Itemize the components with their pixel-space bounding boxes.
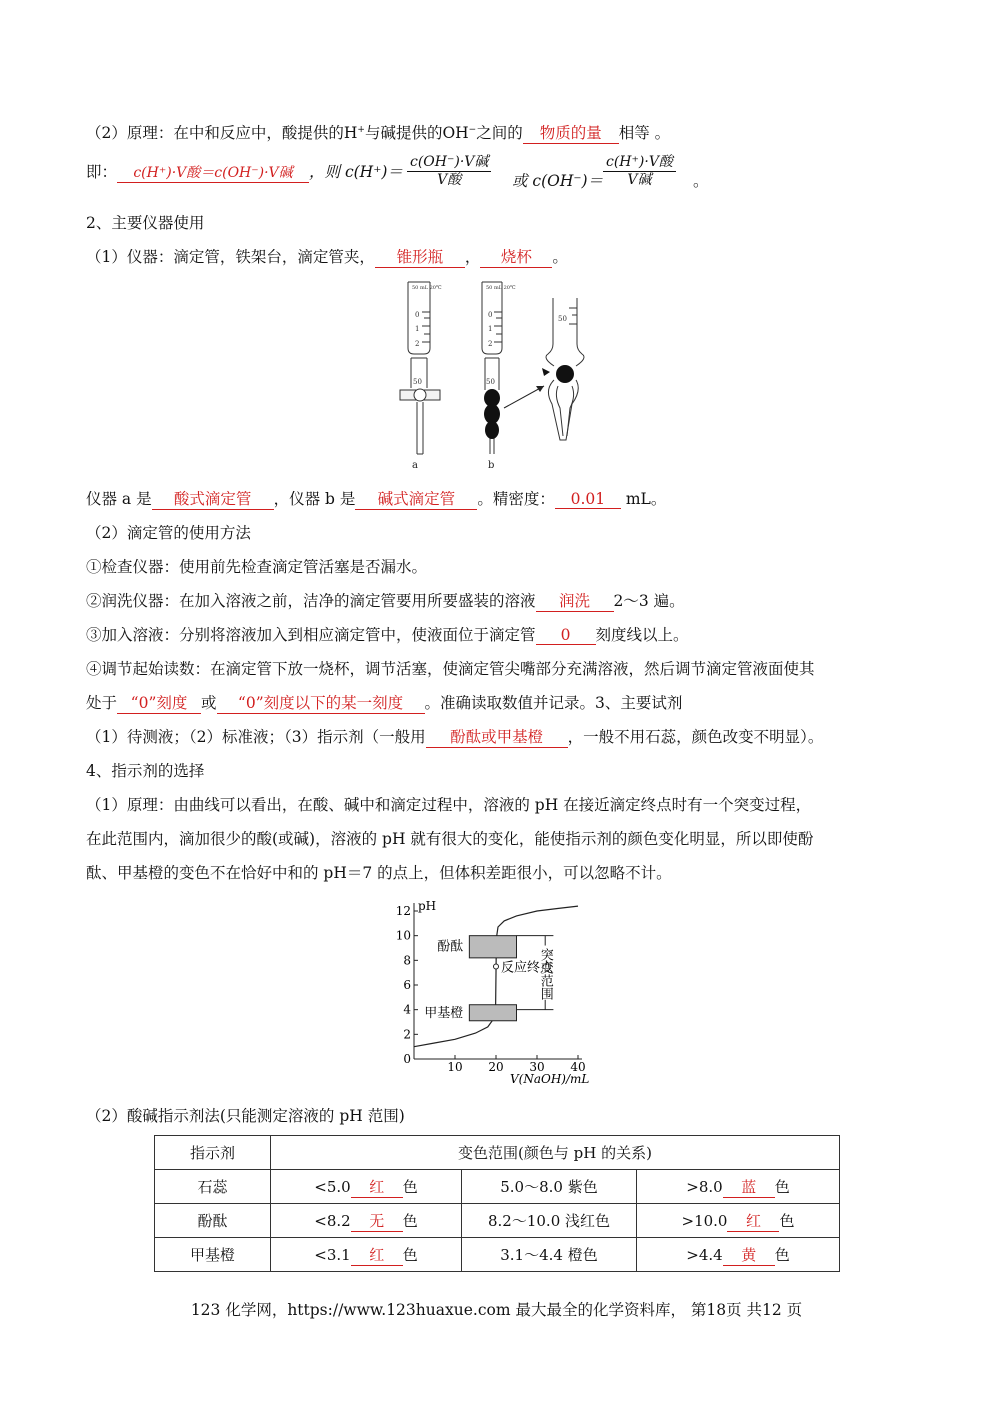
step-4-or: 或 (201, 694, 217, 712)
oh-minus-sup: − (468, 124, 477, 135)
header-range: 变色范围(颜色与 pH 的关系) (271, 1136, 840, 1170)
principle-mid: 与碱提供的OH (364, 124, 469, 142)
low-range: <5.0 (314, 1177, 351, 1196)
y-tick-label: 6 (403, 978, 411, 992)
step-3-end: 刻度线以上。 (595, 626, 689, 644)
header-indicator: 指示剂 (155, 1136, 271, 1170)
principle2-line-3: 酞、甲基橙的变色不在恰好中和的 pH＝7 的点上，但体积差距很小，可以忽略不计。 (86, 864, 672, 882)
precision-text: 。精密度： (477, 490, 555, 508)
answer-conical-flask: 锥形瓶 (375, 245, 465, 268)
h-plus-sup: + (357, 124, 365, 135)
answer-beaker: 烧杯 (480, 245, 552, 268)
formula-or-text: 或 c(OH⁻)＝ (512, 172, 604, 190)
burette-a-tick-50: 50 (413, 378, 422, 386)
answer-high-color: 红 (727, 1210, 779, 1232)
answer-high-color: 蓝 (723, 1176, 775, 1198)
fraction1-denominator: V酸 (437, 172, 462, 188)
answer-low-color: 红 (351, 1244, 403, 1266)
y-tick-label: 12 (395, 904, 411, 918)
table-row (155, 1170, 840, 1204)
indicator-name: 甲基橙 (155, 1238, 271, 1272)
precision-unit: mL。 (620, 490, 667, 508)
phenolphthalein-label: 酚酞 (437, 939, 464, 955)
principle-line (86, 121, 670, 144)
reagents-text: （1）待测液；（2）标准液；（3）指示剂（一般用 (86, 728, 426, 746)
section-4-title: 4、指示剂的选择 (86, 762, 205, 780)
burette-a-tick-1: 1 (415, 325, 420, 333)
jump-range-label: 突变范围 (537, 948, 553, 1000)
indicator-table (154, 1135, 840, 1272)
high-range: >8.0 (686, 1177, 723, 1196)
low-color-suffix: 色 (402, 1211, 418, 1230)
section-2-title: 2、主要仪器使用 (86, 214, 205, 232)
instruments-text: （1）仪器：滴定管，铁架台，滴定管夹， (86, 248, 375, 266)
glass-bead (556, 365, 574, 383)
low-color-suffix: 色 (402, 1245, 418, 1264)
zoom-arrow (504, 386, 544, 408)
step-4-line-1: ④调节起始读数：在滴定管下放一烧杯，调节活塞，使滴定管尖嘴部分充满溶液，然后调节滴定管液面使其 (86, 660, 815, 678)
mid-range: 3.1～4.4 橙色 (462, 1238, 637, 1272)
burette-b-tick-2: 2 (488, 340, 493, 348)
instruments-end: 。 (552, 248, 568, 266)
mid-range: 5.0～8.0 紫色 (462, 1170, 637, 1204)
instruments-line (86, 245, 568, 268)
step-4-line-2 (86, 691, 682, 714)
fraction2-numerator: c(H⁺)·V酸 (603, 154, 676, 172)
x-tick-label: 20 (488, 1060, 504, 1074)
instrument-b-text: ，仪器 b 是 (273, 490, 356, 508)
formula-lead: 即： (86, 163, 118, 181)
end-point-marker (494, 964, 499, 969)
answer-low-color: 无 (351, 1210, 403, 1232)
end-point-label: 反应终点 (501, 960, 554, 976)
detail-tick-50: 50 (558, 315, 567, 323)
reagents-line (86, 725, 823, 748)
step-2 (86, 589, 685, 612)
methyl-orange-label: 甲基橙 (424, 1006, 464, 1022)
x-tick-label: 40 (570, 1060, 586, 1074)
table-header-row (155, 1136, 840, 1170)
principle2-line-1: （1）原理：由曲线可以看出，在酸、碱中和滴定过程中，溶液的 pH 在接近滴定终点时有一个突变过程， (86, 796, 812, 814)
instrument-ab-line (86, 487, 666, 510)
formula-or (512, 169, 603, 191)
step-4-end: 。准确读取数值并记录。3、主要试剂 (424, 694, 683, 712)
high-color-suffix: 色 (779, 1211, 795, 1230)
burette-figure (396, 278, 626, 474)
principle-suffix: 相等 。 (618, 124, 671, 142)
titration-curve (414, 906, 578, 1047)
low-color-suffix: 色 (402, 1177, 418, 1196)
answer-base-burette: 碱式滴定管 (355, 487, 477, 510)
arrow-head-icon (536, 386, 544, 392)
answer-amount-of-substance: 物质的量 (523, 121, 619, 144)
low-range: <3.1 (314, 1245, 351, 1264)
answer-zero-mark: “0”刻度 (117, 691, 201, 714)
high-color-suffix: 色 (774, 1245, 790, 1264)
answer-acid-burette: 酸式滴定管 (152, 487, 274, 510)
burette-b-cap: 50 mL 20℃ (486, 285, 516, 291)
principle-text: （2）原理：在中和反应中，酸提供的H (86, 124, 358, 142)
step-3-text: ③加入溶液：分别将溶液加入到相应滴定管中，使液面位于滴定管 (86, 626, 536, 644)
answer-indicator: 酚酞或甲基橙 (426, 725, 568, 748)
methyl-orange-range-box (469, 1005, 516, 1021)
fraction2-denominator: V碱 (627, 172, 652, 188)
y-axis-label: pH (418, 899, 437, 913)
answer-rinse: 润洗 (536, 589, 614, 612)
y-tick-label: 2 (403, 1027, 411, 1042)
step-2-text: ②润洗仪器：在加入溶液之前，洁净的滴定管要用所要盛装的溶液 (86, 592, 536, 610)
step-2-end: 2～3 遍。 (613, 592, 685, 610)
y-tick-label: 8 (403, 953, 411, 968)
burette-b-tick-0: 0 (488, 311, 493, 319)
reagents-end: ，一般不用石蕊，颜色改变不明显）。 (567, 728, 824, 746)
formula-end-text: 。 (693, 172, 709, 190)
high-color-suffix: 色 (774, 1177, 790, 1196)
phenolphthalein-range-box (469, 936, 516, 958)
indicator-name: 酚酞 (155, 1204, 271, 1238)
step-1: ①检查仪器：使用前先检查滴定管活塞是否漏水。 (86, 558, 428, 576)
label-b: b (488, 460, 495, 471)
low-range: <8.2 (314, 1211, 351, 1230)
label-a: a (412, 460, 418, 471)
instruments-sep: ， (464, 248, 481, 266)
y-tick-label: 0 (403, 1052, 411, 1066)
burette-a-cap: 50 mL 20℃ (412, 285, 442, 291)
fraction1-numerator: c(OH⁻)·V碱 (407, 154, 491, 172)
formula-line (86, 160, 403, 183)
high-range: >4.4 (686, 1245, 723, 1264)
fraction-c-h (407, 154, 491, 189)
burette-a-tick-2: 2 (415, 340, 420, 348)
answer-formula: c(H⁺)·V酸＝c(OH⁻)·V碱 (117, 162, 309, 183)
table-title: （2）酸碱指示剂法(只能测定溶液的 pH 范围) (86, 1107, 405, 1125)
x-tick-label: 10 (447, 1060, 463, 1074)
step-3 (86, 623, 689, 645)
y-tick-label: 4 (403, 1002, 411, 1017)
burette-b-tick-50: 50 (486, 378, 495, 386)
rubber-tube-3 (485, 421, 499, 439)
pinch-arrow-icon (542, 368, 550, 376)
burette-b-tick-1: 1 (488, 325, 493, 333)
step-4-text: 处于 (86, 694, 118, 712)
table-row (155, 1204, 840, 1238)
answer-high-color: 黄 (723, 1244, 775, 1266)
answer-precision: 0.01 (555, 490, 621, 509)
answer-low-color: 红 (351, 1176, 403, 1198)
y-tick-label: 10 (395, 928, 411, 943)
page-footer: 123 化学网，https://www.123huaxue.com 最大最全的化学资料库， 第18页 共12 页 (190, 1301, 803, 1319)
fraction-c-oh (603, 154, 676, 189)
table-row (155, 1238, 840, 1272)
x-axis-label: V(NaOH)/mL (510, 1072, 590, 1086)
formula-then: ，则 c(H⁺)＝ (309, 163, 403, 181)
principle-after: 之间的 (476, 124, 523, 142)
answer-zero: 0 (536, 626, 596, 645)
principle2-line-2: 在此范围内，滴加很少的酸(或碱)，溶液的 pH 就有很大的变化，能使指示剂的颜色变化明显，所以即使酚 (86, 830, 814, 848)
mid-range: 8.2～10.0 浅红色 (462, 1204, 637, 1238)
burette-a (400, 282, 440, 454)
high-range: >10.0 (681, 1211, 728, 1230)
instrument-a-text: 仪器 a 是 (86, 490, 152, 508)
indicator-name: 石蕊 (155, 1170, 271, 1204)
usage-title: （2）滴定管的使用方法 (86, 524, 251, 542)
formula-end (693, 169, 709, 191)
answer-below-zero-mark: “0”刻度以下的某一刻度 (217, 691, 425, 714)
titration-curve-chart (390, 893, 600, 1093)
burette-a-tick-0: 0 (415, 311, 420, 319)
x-tick-label: 30 (529, 1060, 545, 1074)
